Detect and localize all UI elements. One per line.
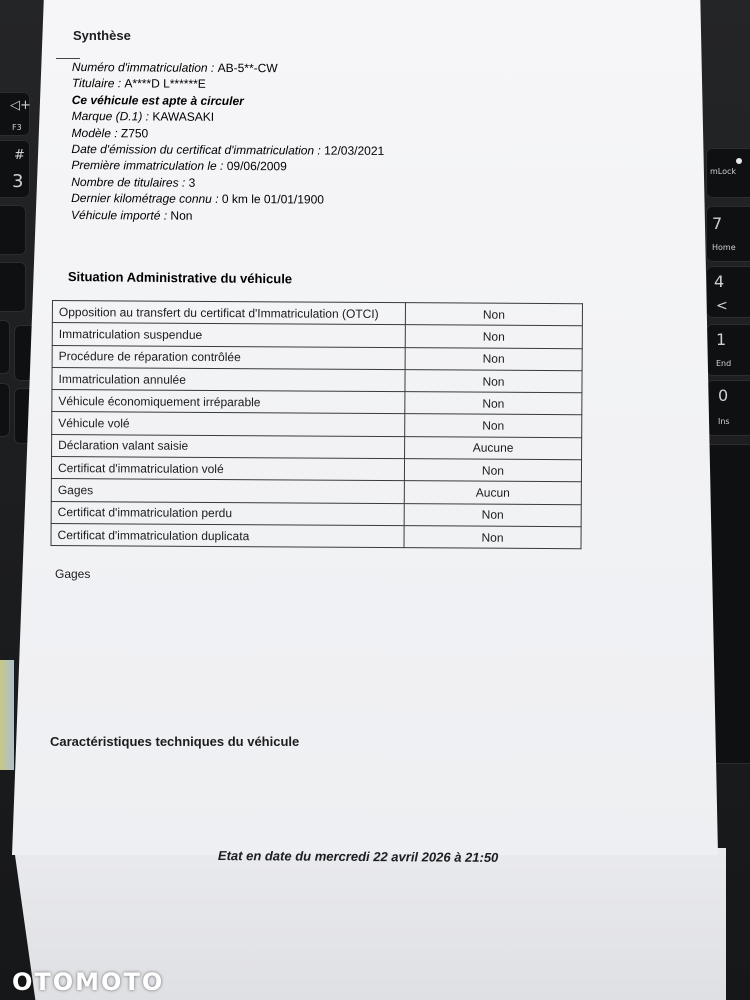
- etat-date-line: Etat en date du mercredi 22 avril 2026 à 21:50: [217, 848, 499, 865]
- keyboard-key-dark: [0, 262, 26, 312]
- info-row-kilometrage: [71, 190, 384, 208]
- info-row-premiere-immatriculation: [71, 157, 384, 175]
- info-value: KAWASAKI: [152, 109, 215, 125]
- keyboard-key-f3: [0, 92, 30, 136]
- info-label: Dernier kilométrage connu :: [71, 191, 222, 207]
- table-row: [52, 301, 582, 327]
- info-row-date-emission: [71, 141, 384, 159]
- info-row-marque: [72, 108, 385, 126]
- keyboard-key-numlock: [706, 148, 750, 198]
- table-row: [52, 345, 582, 371]
- info-value: 09/06/2009: [226, 159, 287, 174]
- gages-heading: Gages: [55, 567, 91, 581]
- info-label: Titulaire :: [71, 76, 125, 91]
- key-sub-label: Home: [712, 243, 736, 252]
- table-row: [52, 323, 582, 349]
- table-row: [51, 457, 581, 483]
- row-label: Immatriculation annulée: [52, 367, 405, 391]
- laptop-screen-edge: [0, 660, 14, 770]
- keyboard-key-0: [706, 380, 750, 436]
- key-sub-label: Ins: [718, 417, 730, 426]
- row-value: Non: [405, 392, 582, 415]
- synthese-title: Synthèse: [73, 28, 131, 43]
- row-value: Non: [404, 503, 581, 526]
- numlock-led: [736, 158, 742, 164]
- row-label: Opposition au transfert du certificat d'Immatriculation (OTCI): [52, 301, 405, 325]
- row-value: Non: [404, 526, 581, 549]
- row-label: Véhicule volé: [52, 412, 405, 436]
- keyboard-key-dark: [0, 205, 26, 255]
- info-label: Véhicule importé :: [71, 207, 171, 223]
- keyboard-key-dark: [0, 320, 10, 374]
- keyboard-key-1: [706, 324, 750, 376]
- key-top-label: #: [14, 148, 25, 163]
- row-label: Procédure de réparation contrôlée: [52, 345, 405, 369]
- key-sub-label: F3: [12, 123, 22, 132]
- table-row: [51, 501, 581, 527]
- info-label: Nombre de titulaires :: [71, 174, 189, 190]
- row-value: Non: [404, 459, 581, 482]
- row-value: Non: [405, 414, 582, 437]
- info-value: Z750: [120, 125, 149, 141]
- info-row-importe: [71, 207, 384, 225]
- row-label: Déclaration valant saisie: [52, 434, 405, 458]
- key-main-label: <: [716, 298, 728, 314]
- key-main-label: ◁+: [10, 98, 31, 113]
- info-label: Numéro d'immatriculation :: [71, 59, 218, 75]
- row-label: Certificat d'immatriculation volé: [51, 457, 404, 481]
- info-value: 0 km le 01/01/1900: [221, 192, 325, 207]
- row-value: Aucun: [404, 481, 581, 504]
- row-label: Gages: [51, 479, 404, 503]
- info-value: 12/03/2021: [324, 143, 385, 158]
- info-value: AB-5**-CW: [217, 60, 278, 76]
- row-value: Non: [405, 347, 582, 370]
- info-row-titulaire: [72, 75, 385, 93]
- watermark-text: OTOMOTO: [12, 968, 165, 996]
- key-sub-label: mLock: [710, 167, 737, 176]
- key-main-label: 3: [12, 171, 24, 192]
- info-label: Ce véhicule est apte à circuler: [71, 92, 244, 108]
- row-label: Certificat d'immatriculation duplicata: [51, 523, 404, 547]
- row-label: Immatriculation suspendue: [52, 323, 405, 347]
- key-top-label: 0: [718, 386, 729, 405]
- row-value: Non: [405, 325, 582, 348]
- info-row-nombre-titulaires: [71, 174, 384, 192]
- info-label: Marque (D.1) :: [71, 109, 153, 124]
- info-label: Modèle :: [71, 125, 121, 140]
- situation-administrative-table: [50, 300, 582, 550]
- table-row: [52, 434, 582, 460]
- keyboard-key-7: [706, 206, 750, 262]
- keyboard-key-4: [706, 266, 750, 318]
- info-label: Date d'émission du certificat d'immatriculation :: [71, 142, 325, 158]
- table-row: [52, 367, 582, 393]
- info-value: Non: [170, 208, 193, 223]
- otomoto-watermark-logo: [12, 968, 164, 996]
- row-value: Aucune: [405, 436, 582, 459]
- info-value: A****D L******E: [124, 76, 206, 92]
- key-top-label: 1: [716, 330, 727, 349]
- key-top-label: 4: [714, 272, 725, 291]
- vehicle-info-list: [71, 59, 385, 225]
- table-row: [51, 479, 581, 505]
- key-top-label: 7: [712, 214, 723, 233]
- row-label: Certificat d'immatriculation perdu: [51, 501, 404, 525]
- row-label: Véhicule économiquement irréparable: [52, 390, 405, 414]
- info-label: Première immatriculation le :: [71, 158, 227, 174]
- table-row: [52, 390, 582, 416]
- table-row: [51, 523, 581, 549]
- info-row-apte: [72, 92, 385, 110]
- situation-administrative-title: Situation Administrative du véhicule: [67, 269, 293, 287]
- keyboard-key-dark: [0, 383, 10, 437]
- row-value: Non: [405, 370, 582, 393]
- table-row: [52, 412, 582, 438]
- row-value: Non: [405, 303, 582, 326]
- key-sub-label: End: [716, 359, 732, 368]
- keyboard-key-3: [0, 140, 30, 198]
- info-row-modele: [71, 125, 384, 143]
- info-row-immatriculation: [72, 59, 385, 77]
- caracteristiques-techniques-title: Caractéristiques techniques du véhicule: [50, 734, 300, 749]
- info-value: 3: [188, 175, 196, 190]
